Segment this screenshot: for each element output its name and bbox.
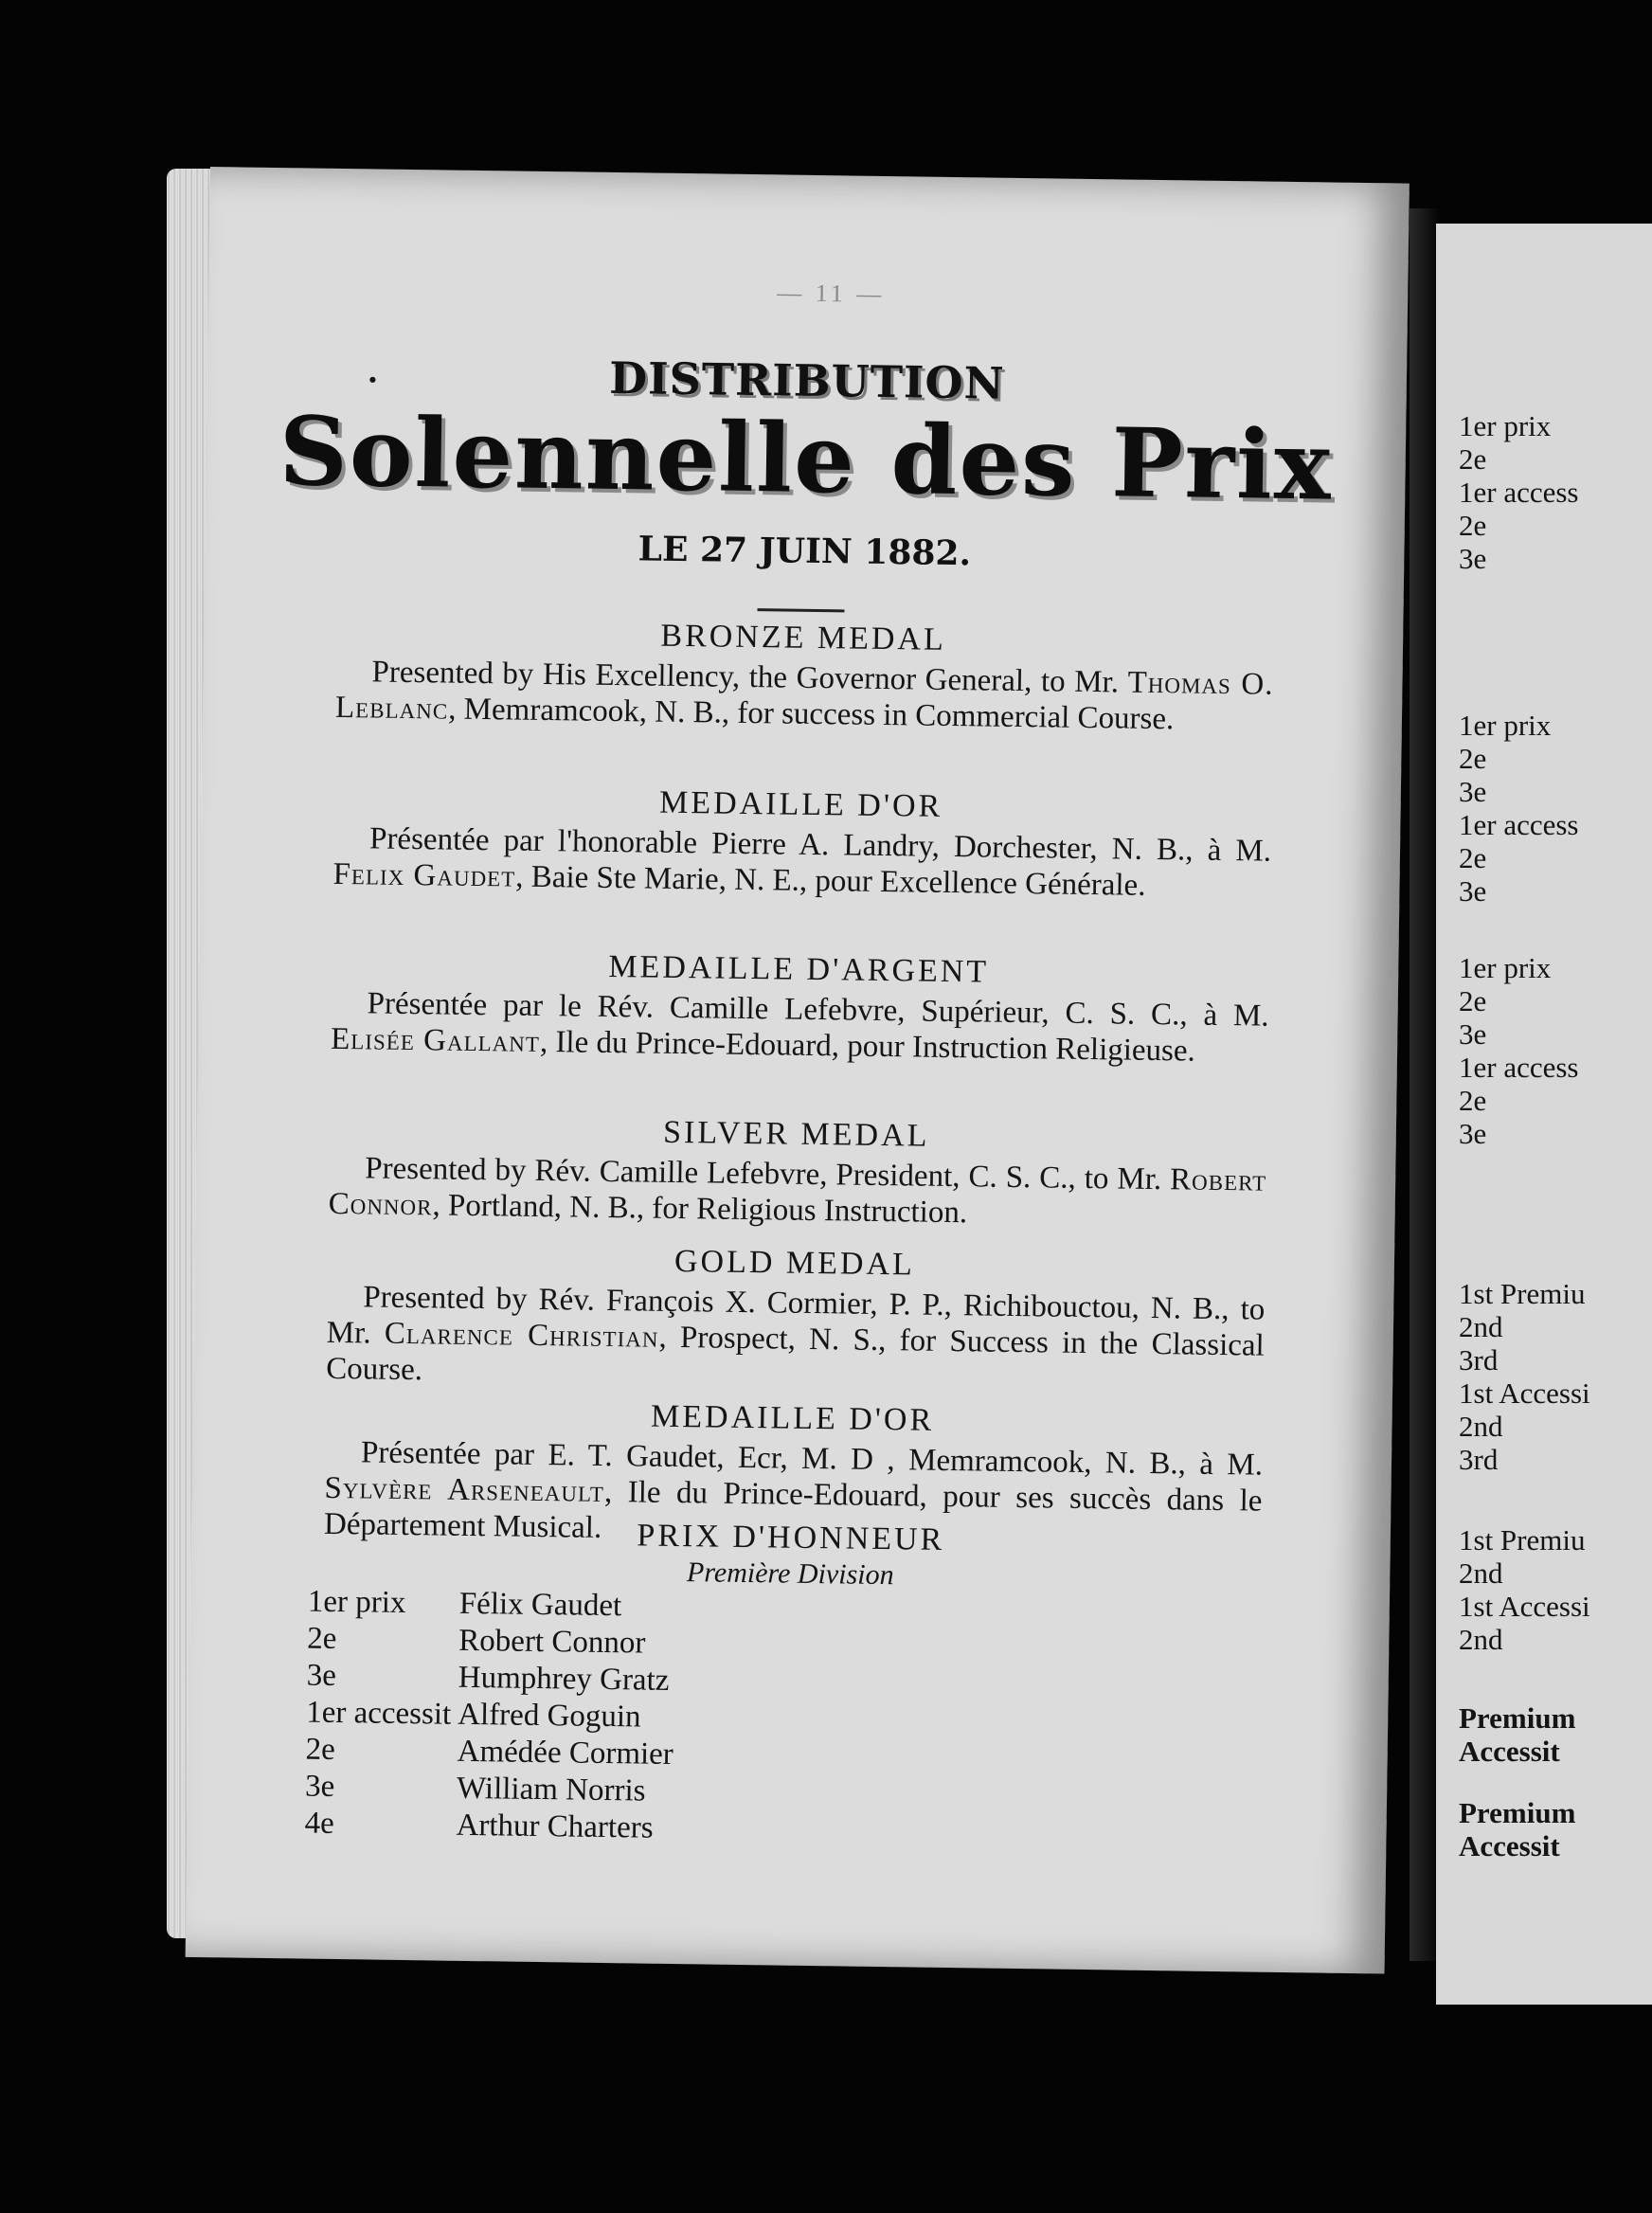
list-item: 3e xyxy=(1459,1117,1487,1150)
right-group xyxy=(1459,1523,1590,1656)
list-item: 1er access xyxy=(1459,1051,1579,1084)
prize-rank: 1er accessit xyxy=(305,1695,452,1732)
right-group xyxy=(1459,709,1579,908)
section-text: Présentée par E. T. Gaudet, Ecr, M. D , Memramcook, N. B., à M. Sylvère Arseneault, Ile du Prince-Edouard, pour ses succès dans le Département Musical. xyxy=(323,1435,1264,1545)
list-item: 2nd xyxy=(1459,1310,1503,1343)
section-text: Presented by Rév. Camille Lefebvre, President, C. S. C., to Mr. Robert Connor, Portland, N. B., for Religious Instruction. xyxy=(328,1151,1267,1231)
prize-rank: 2e xyxy=(305,1732,336,1768)
list-item: 2nd xyxy=(1459,1556,1503,1590)
list-item: 1er prix xyxy=(1459,709,1552,742)
right-group xyxy=(1459,409,1579,575)
section-heading: MEDAILLE D'OR xyxy=(658,784,943,824)
list-item: 3rd xyxy=(1459,1443,1499,1476)
prize-rank: 4e xyxy=(304,1806,335,1841)
page-folio: — 11 — xyxy=(777,279,886,308)
list-item: 1er access xyxy=(1459,476,1579,509)
list-item: Premium xyxy=(1459,1701,1576,1735)
right-group xyxy=(1459,1796,1575,1862)
list-item: 2e xyxy=(1459,742,1487,775)
list-item: 1st Accessi xyxy=(1459,1376,1590,1410)
list-item xyxy=(305,1769,673,1810)
prize-rank: 3e xyxy=(304,1769,335,1804)
list-item: 3e xyxy=(1459,542,1487,575)
list-item: 3e xyxy=(1459,1017,1487,1051)
list-item xyxy=(305,1732,673,1773)
list-item: Accessit xyxy=(1459,1735,1560,1768)
list-item xyxy=(307,1621,675,1663)
list-item: 3e xyxy=(1459,775,1487,808)
list-item: 2e xyxy=(1459,509,1487,542)
list-item: 2e xyxy=(1459,984,1487,1017)
prize-rank: 1er prix xyxy=(307,1584,406,1621)
honours-heading: PRIX D'HONNEUR xyxy=(637,1518,945,1557)
title-date: LE 27 JUIN 1882. xyxy=(637,529,972,574)
list-item: 2nd xyxy=(1459,1410,1503,1443)
honours-list xyxy=(304,1584,675,1847)
right-page xyxy=(1436,224,1652,2005)
right-group xyxy=(1459,951,1579,1150)
list-item xyxy=(304,1806,673,1847)
prize-rank: 3e xyxy=(306,1658,337,1694)
prize-name: Humphrey Gratz xyxy=(458,1660,670,1698)
prize-name: Félix Gaudet xyxy=(458,1586,622,1624)
prize-name: William Norris xyxy=(456,1771,646,1808)
list-item xyxy=(306,1658,674,1700)
prize-name: Alfred Goguin xyxy=(457,1697,641,1735)
section-heading: MEDAILLE D'ARGENT xyxy=(608,948,990,990)
section-heading: BRONZE MEDAL xyxy=(660,618,947,657)
prize-rank: 2e xyxy=(307,1621,337,1657)
section-text: Presented by His Excellency, the Governor General, to Mr. Thomas O. Leblanc, Memramcook, N. B., for success in Commercial Course. xyxy=(334,655,1274,737)
right-group xyxy=(1459,1277,1590,1476)
section-text: Présentée par l'honorable Pierre A. Landry, Dorchester, N. B., à M. Felix Gaudet, Baie Ste Marie, N. E., pour Excellence Générale. xyxy=(332,821,1272,903)
list-item xyxy=(308,1584,676,1626)
list-item: 1er access xyxy=(1459,808,1579,841)
title-rule xyxy=(758,608,845,612)
list-item: 1er prix xyxy=(1459,409,1552,442)
list-item: 3rd xyxy=(1459,1343,1499,1376)
honours-subheading: Première Division xyxy=(686,1556,894,1592)
list-item: 1st Accessi xyxy=(1459,1590,1590,1623)
list-item: 3e xyxy=(1459,874,1487,908)
right-group xyxy=(1459,1701,1575,1768)
section-text: Présentée par le Rév. Camille Lefebvre, Supérieur, C. S. C., à M. Elisée Gallant, Ile du Prince-Edouard, pour Instruction Religieuse. xyxy=(330,986,1269,1069)
title-distribution: DISTRIBUTION xyxy=(608,351,1005,409)
section-heading: MEDAILLE D'OR xyxy=(650,1398,935,1438)
section-heading: SILVER MEDAL xyxy=(662,1114,930,1154)
book-gutter xyxy=(1410,208,1438,1961)
list-item: 2e xyxy=(1459,1084,1487,1117)
list-item: 2e xyxy=(1459,442,1487,476)
list-item: 1er prix xyxy=(1459,951,1552,984)
title-solennelle: Solennelle des Prix xyxy=(278,395,1334,522)
prize-name: Amédée Cormier xyxy=(457,1734,674,1772)
list-item: 2nd xyxy=(1459,1623,1503,1656)
list-item: 1st Premiu xyxy=(1459,1277,1586,1310)
bullet-mark: • xyxy=(368,366,378,394)
prize-name: Arthur Charters xyxy=(456,1808,654,1845)
list-item: Accessit xyxy=(1459,1829,1560,1862)
list-item xyxy=(306,1695,674,1736)
list-item: 2e xyxy=(1459,841,1487,874)
list-item: 1st Premiu xyxy=(1459,1523,1586,1556)
section-heading: GOLD MEDAL xyxy=(673,1243,916,1283)
section-text: Presented by Rév. François X. Cormier, P. P., Richibouctou, N. B., to Mr. Clarence Christian, Prospect, N. S., for Success in the Classical Course. xyxy=(326,1280,1266,1388)
list-item: Premium xyxy=(1459,1796,1576,1829)
left-page xyxy=(186,167,1410,1973)
prize-name: Robert Connor xyxy=(458,1623,646,1661)
